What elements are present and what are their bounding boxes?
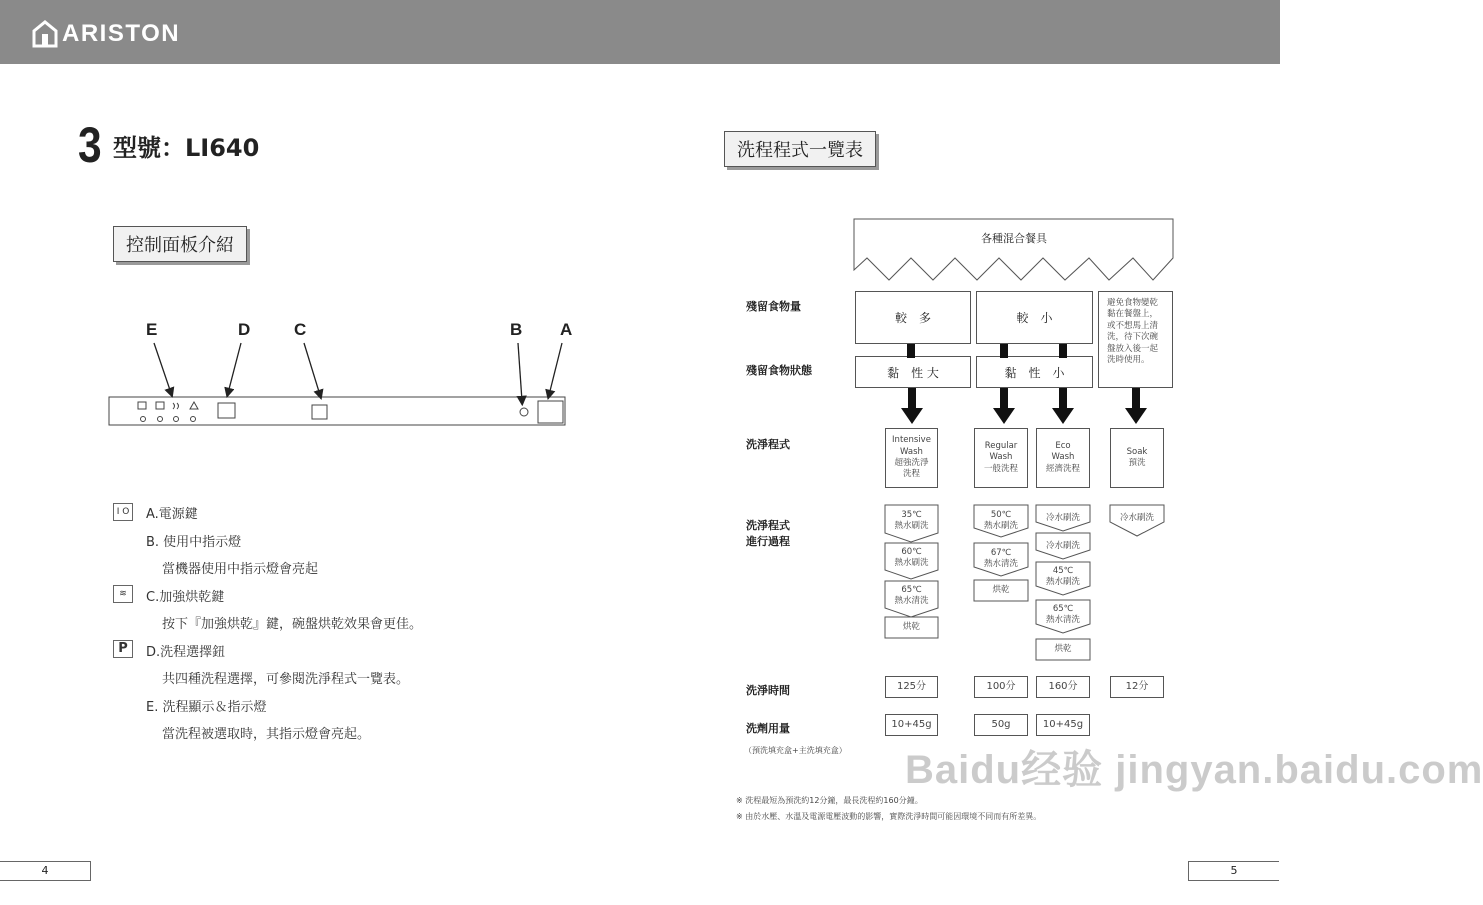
- header-bar: [0, 0, 1280, 64]
- state-sticky-low: 黏 性 小: [976, 356, 1093, 388]
- row-label-process: 洗淨程式 進行過程: [746, 519, 790, 548]
- row-label-detergent: 洗劑用量: [746, 722, 790, 735]
- page-number-left: 4: [0, 861, 91, 881]
- legend-c-desc: 按下『加強烘乾』鍵，碗盤烘乾效果會更佳。: [162, 617, 423, 632]
- amount-less: 較 小: [976, 291, 1093, 344]
- footnote-2: ※ 由於水壓、水溫及電源電壓波動的影響，實際洗淨時間可能因環境不同而有所差異。: [736, 812, 1042, 821]
- program-p-icon: P: [113, 640, 133, 658]
- program-table-title: 洗程程式一覽表: [724, 131, 876, 167]
- power-icon: I O: [113, 503, 133, 521]
- program-eco-zh: 經濟洗程: [1045, 463, 1080, 474]
- program-intensive-en: Intensive Wash: [892, 435, 931, 457]
- legend-e-desc: 當洗程被選取時，其指示燈會亮起。: [162, 727, 371, 742]
- legend-b-desc: 當機器使用中指示燈會亮起: [162, 562, 319, 577]
- callout-d: D: [238, 320, 251, 339]
- brand-logo: [32, 19, 180, 49]
- program-eco: [1036, 428, 1090, 488]
- time-eco: 160分: [1036, 676, 1090, 698]
- step-eco-4: 65℃ 熱水清洗: [1045, 604, 1080, 626]
- brand-name: ARISTON: [62, 20, 181, 47]
- section-number: 3: [78, 117, 100, 173]
- program-select-button-diagram: [218, 403, 235, 418]
- step-regular-2: 67℃ 熱水清洗: [983, 548, 1018, 570]
- callout-a: A: [560, 320, 573, 339]
- control-panel-diagram: [100, 335, 580, 435]
- program-eco-en: Eco Wash: [1051, 440, 1075, 463]
- row-label-residue-state: 殘留食物狀態: [746, 364, 812, 377]
- step-regular-3: 烘乾: [992, 585, 1010, 595]
- step-eco-1: 冷水刷洗: [1045, 513, 1080, 523]
- legend-d-desc: 共四種洗程選擇，可參閱洗淨程式一覽表。: [162, 672, 410, 687]
- step-eco-5: 烘乾: [1054, 644, 1072, 654]
- detergent-intensive: 10+45g: [885, 714, 938, 736]
- program-regular: [974, 428, 1028, 488]
- program-regular-en: Regular Wash: [984, 440, 1018, 463]
- row-label-program: 洗淨程式: [746, 438, 790, 451]
- detergent-eco: 10+45g: [1036, 714, 1090, 736]
- mixed-dishes-label: 各種混合餐具: [981, 232, 1047, 245]
- mixed-dishes-banner: [853, 218, 1175, 282]
- legend-c: C.加強烘乾鍵: [146, 590, 225, 605]
- watermark: Baidu经验 jingyan.baidu.com: [905, 748, 1483, 792]
- time-soak: 12分: [1110, 676, 1164, 698]
- legend-b: B. 使用中指示燈: [146, 535, 242, 550]
- step-eco-3: 45℃ 熱水刷洗: [1045, 566, 1080, 588]
- legend-d: D.洗程選擇鈕: [146, 645, 226, 660]
- step-eco-2: 冷水刷洗: [1045, 541, 1080, 551]
- time-regular: 100分: [974, 676, 1028, 698]
- ariston-house-icon: [32, 20, 58, 48]
- power-button-diagram: [538, 401, 563, 423]
- detergent-note: （預洗填充盒+主洗填充盒）: [744, 746, 847, 755]
- amount-more: 較 多: [855, 291, 971, 344]
- time-intensive: 125分: [885, 676, 938, 698]
- step-intensive-2: 60℃ 熱水刷洗: [894, 547, 929, 569]
- program-intensive-zh: 超強洗淨 洗程: [894, 458, 929, 480]
- callout-e: E: [146, 320, 158, 339]
- state-sticky-high: 黏 性 大: [855, 356, 971, 388]
- extra-dry-button-diagram: [312, 405, 327, 419]
- detergent-regular: 50g: [974, 714, 1028, 736]
- step-intensive-4: 烘乾: [902, 622, 920, 632]
- legend-e: E. 洗程顯示＆指示燈: [146, 700, 267, 715]
- program-soak-zh: 預洗: [1128, 458, 1146, 468]
- model-label: 型號：LI640: [113, 134, 260, 162]
- step-regular-1: 50℃ 熱水刷洗: [983, 510, 1018, 532]
- legend-a: A.電源鍵: [146, 507, 198, 522]
- on-indicator-diagram: [520, 408, 528, 416]
- program-intensive: [885, 428, 938, 488]
- soak-note: 避免食物變乾黏在餐盤上，或不想馬上清洗，待下次碗盤放入後一起洗時使用。: [1098, 291, 1173, 388]
- page-number-right: 5: [1188, 861, 1279, 881]
- program-regular-zh: 一般洗程: [983, 463, 1018, 474]
- callout-c: C: [294, 320, 307, 339]
- program-soak-en: Soak: [1126, 446, 1148, 457]
- extra-dry-icon: ≋: [113, 585, 133, 603]
- step-intensive-3: 65℃ 熱水清洗: [894, 585, 929, 607]
- row-label-time: 洗淨時間: [746, 684, 790, 697]
- control-panel-title: 控制面板介紹: [113, 226, 247, 262]
- footnote-1: ※ 洗程最短為預洗約12分鐘，最長洗程約160分鐘。: [736, 796, 923, 805]
- callout-b: B: [510, 320, 523, 339]
- program-soak: [1110, 428, 1164, 488]
- flow-arrows: [855, 340, 1175, 430]
- row-label-residue-amount: 殘留食物量: [746, 300, 801, 313]
- step-soak-1: 冷水刷洗: [1119, 513, 1154, 523]
- step-intensive-1: 35℃ 熱水刷洗: [894, 510, 929, 532]
